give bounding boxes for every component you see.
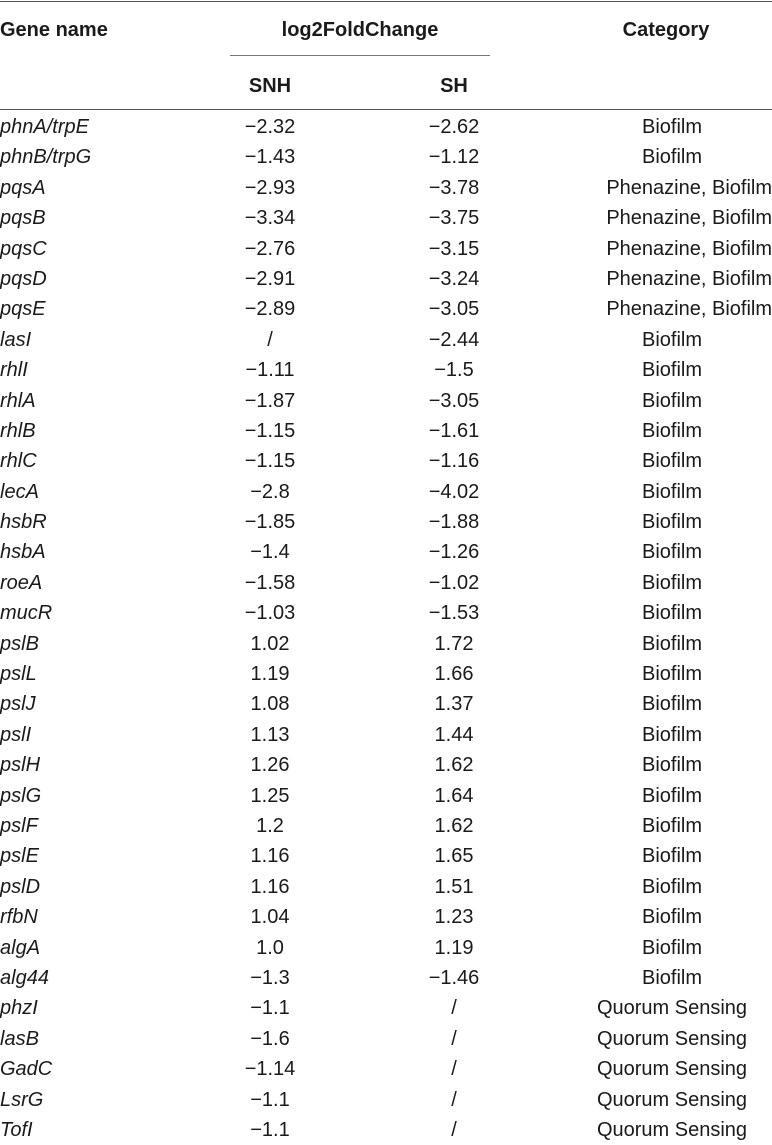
cell-sh: 1.64 bbox=[434, 784, 474, 807]
cell-sh: / bbox=[451, 1118, 457, 1141]
cell-gene-name: pslE bbox=[0, 845, 39, 868]
cell-category: Phenazine, Biofilm bbox=[606, 237, 772, 260]
cell-snh: 1.2 bbox=[256, 814, 284, 837]
cell-snh: −2.8 bbox=[250, 480, 290, 503]
cell-category: Biofilm bbox=[641, 784, 702, 807]
cell-gene-name: rhlA bbox=[0, 389, 36, 412]
cell-gene-name: rhlI bbox=[0, 359, 28, 382]
cell-sh: −4.02 bbox=[428, 480, 480, 503]
cell-gene-name: algA bbox=[0, 936, 41, 959]
cell-gene-name: lasI bbox=[0, 328, 32, 351]
cell-category: Phenazine, Biofilm bbox=[606, 176, 772, 199]
cell-snh: 1.0 bbox=[256, 936, 284, 959]
table-row bbox=[0, 933, 772, 963]
cell-snh: −1.43 bbox=[244, 146, 296, 169]
cell-sh: 1.72 bbox=[434, 632, 474, 655]
cell-snh: −1.11 bbox=[245, 359, 295, 382]
table-row bbox=[0, 1024, 772, 1054]
table-row bbox=[0, 173, 772, 203]
table-row bbox=[0, 386, 772, 416]
cell-category: Biofilm bbox=[641, 511, 702, 534]
cell-sh: −1.16 bbox=[428, 450, 480, 473]
cell-snh: −1.1 bbox=[250, 1088, 290, 1111]
cell-category: Biofilm bbox=[641, 116, 702, 138]
cell-snh: −2.76 bbox=[244, 237, 296, 260]
cell-sh: −1.88 bbox=[428, 511, 480, 534]
cell-gene-name: rhlC bbox=[0, 450, 37, 473]
cell-snh: −3.34 bbox=[244, 207, 296, 230]
table-row bbox=[0, 963, 772, 993]
cell-gene-name: lecA bbox=[0, 480, 39, 503]
cell-sh: 1.44 bbox=[434, 723, 474, 746]
cell-sh: −3.78 bbox=[428, 176, 480, 199]
cell-snh: −2.32 bbox=[244, 116, 296, 138]
table-row bbox=[0, 537, 772, 567]
cell-gene-name: rfbN bbox=[0, 906, 38, 929]
table-header-rule bbox=[0, 109, 772, 110]
cell-snh: −2.89 bbox=[244, 298, 296, 321]
cell-snh: −1.15 bbox=[244, 419, 296, 442]
cell-category: Biofilm bbox=[641, 328, 702, 351]
table-row bbox=[0, 325, 772, 355]
cell-gene-name: pslD bbox=[0, 875, 41, 898]
cell-snh: −2.93 bbox=[244, 176, 296, 199]
cell-category: Quorum Sensing bbox=[596, 1118, 748, 1141]
cell-gene-name: lasB bbox=[0, 1027, 39, 1050]
cell-category: Biofilm bbox=[641, 480, 702, 503]
cell-category: Biofilm bbox=[641, 541, 702, 564]
cell-category: Biofilm bbox=[641, 450, 702, 473]
cell-snh: −1.87 bbox=[244, 389, 296, 412]
cell-gene-name: LsrG bbox=[0, 1088, 44, 1111]
cell-category: Biofilm bbox=[641, 663, 702, 686]
cell-snh: / bbox=[267, 328, 273, 351]
cell-gene-name: phzI bbox=[0, 997, 38, 1020]
cell-sh: / bbox=[451, 1027, 457, 1050]
cell-sh: −3.75 bbox=[428, 207, 480, 230]
cell-gene-name: phnB/trpG bbox=[0, 146, 92, 169]
cell-category: Quorum Sensing bbox=[596, 1058, 748, 1081]
cell-sh: −3.15 bbox=[428, 237, 480, 260]
table-row bbox=[0, 568, 772, 598]
cell-sh: −2.44 bbox=[428, 328, 480, 351]
cell-category: Biofilm bbox=[641, 693, 702, 716]
table-row bbox=[0, 781, 772, 811]
table-top-rule bbox=[0, 1, 772, 2]
table-row bbox=[0, 142, 772, 172]
cell-category: Biofilm bbox=[641, 845, 702, 868]
cell-category: Biofilm bbox=[641, 936, 702, 959]
cell-sh: / bbox=[451, 1058, 457, 1081]
cell-snh: −2.91 bbox=[244, 267, 296, 290]
cell-snh: −1.85 bbox=[244, 511, 296, 534]
cell-gene-name: alg44 bbox=[0, 966, 49, 989]
cell-sh: −2.62 bbox=[428, 116, 480, 138]
cell-category: Quorum Sensing bbox=[596, 1027, 748, 1050]
cell-sh: 1.23 bbox=[434, 906, 474, 929]
cell-snh: −1.58 bbox=[244, 571, 296, 594]
cell-gene-name: pslG bbox=[0, 784, 42, 807]
table-row bbox=[0, 355, 772, 385]
cell-snh: 1.25 bbox=[250, 784, 290, 807]
cell-snh: 1.02 bbox=[250, 632, 290, 655]
cell-gene-name: TofI bbox=[0, 1118, 33, 1141]
cell-gene-name: mucR bbox=[0, 602, 53, 625]
cell-sh: −1.61 bbox=[428, 419, 480, 442]
cell-category: Quorum Sensing bbox=[596, 997, 748, 1020]
cell-gene-name: roeA bbox=[0, 571, 43, 594]
cell-sh: −1.02 bbox=[428, 571, 480, 594]
header-sh: SH bbox=[440, 75, 468, 97]
cell-snh: 1.26 bbox=[250, 754, 290, 777]
cell-gene-name: pslH bbox=[0, 754, 41, 777]
cell-gene-name: GadC bbox=[0, 1058, 53, 1081]
cell-category: Biofilm bbox=[641, 632, 702, 655]
cell-sh: / bbox=[451, 1088, 457, 1111]
cell-snh: 1.08 bbox=[250, 693, 290, 716]
cell-category: Biofilm bbox=[641, 419, 702, 442]
cell-gene-name: pslI bbox=[0, 723, 32, 746]
table-row bbox=[0, 750, 772, 780]
cell-gene-name: pslL bbox=[0, 663, 37, 686]
table-row bbox=[0, 689, 772, 719]
cell-category: Quorum Sensing bbox=[596, 1088, 748, 1111]
cell-sh: −3.05 bbox=[428, 389, 480, 412]
table-row bbox=[0, 234, 772, 264]
table-row bbox=[0, 659, 772, 689]
cell-gene-name: pslF bbox=[0, 814, 38, 837]
cell-category: Biofilm bbox=[641, 754, 702, 777]
cell-snh: −1.1 bbox=[250, 1118, 290, 1141]
table-row bbox=[0, 720, 772, 750]
cell-snh: −1.4 bbox=[250, 541, 290, 564]
cell-sh: 1.62 bbox=[434, 814, 474, 837]
cell-sh: 1.62 bbox=[434, 754, 474, 777]
table-row bbox=[0, 477, 772, 507]
cell-snh: 1.19 bbox=[250, 663, 290, 686]
table-row bbox=[0, 1115, 772, 1145]
cell-gene-name: pqsC bbox=[0, 237, 47, 260]
cell-category: Biofilm bbox=[641, 146, 702, 169]
cell-category: Biofilm bbox=[641, 359, 702, 382]
cell-gene-name: hsbR bbox=[0, 511, 47, 534]
header-spanner-rule bbox=[230, 55, 490, 56]
cell-gene-name: hsbA bbox=[0, 541, 46, 564]
header-category: Category bbox=[622, 19, 710, 41]
cell-sh: −1.5 bbox=[434, 359, 474, 382]
cell-snh: −1.3 bbox=[250, 966, 290, 989]
table-row bbox=[0, 993, 772, 1023]
table-row bbox=[0, 1054, 772, 1084]
cell-category: Phenazine, Biofilm bbox=[606, 267, 772, 290]
table-row bbox=[0, 294, 772, 324]
cell-category: Biofilm bbox=[641, 571, 702, 594]
table-row bbox=[0, 841, 772, 871]
table-row bbox=[0, 507, 772, 537]
cell-sh: 1.66 bbox=[434, 663, 474, 686]
cell-snh: 1.13 bbox=[250, 723, 290, 746]
table-row bbox=[0, 416, 772, 446]
table-row bbox=[0, 264, 772, 294]
cell-snh: 1.16 bbox=[250, 845, 290, 868]
cell-gene-name: rhlB bbox=[0, 419, 36, 442]
cell-category: Biofilm bbox=[641, 814, 702, 837]
cell-category: Biofilm bbox=[641, 906, 702, 929]
header-snh: SNH bbox=[248, 75, 292, 97]
cell-sh: −1.53 bbox=[428, 602, 480, 625]
cell-category: Biofilm bbox=[641, 602, 702, 625]
table-row bbox=[0, 203, 772, 233]
cell-gene-name: pslJ bbox=[0, 693, 36, 716]
cell-sh: / bbox=[451, 997, 457, 1020]
cell-sh: −3.05 bbox=[428, 298, 480, 321]
cell-sh: −1.46 bbox=[428, 966, 480, 989]
cell-snh: −1.6 bbox=[250, 1027, 290, 1050]
cell-sh: −3.24 bbox=[428, 267, 480, 290]
table-row bbox=[0, 902, 772, 932]
cell-category: Biofilm bbox=[641, 875, 702, 898]
header-log2foldchange: log2FoldChange bbox=[281, 19, 439, 41]
cell-sh: 1.19 bbox=[434, 936, 474, 959]
table-row bbox=[0, 598, 772, 628]
cell-snh: 1.16 bbox=[250, 875, 290, 898]
cell-category: Phenazine, Biofilm bbox=[606, 207, 772, 230]
table-row bbox=[0, 811, 772, 841]
cell-sh: −1.12 bbox=[428, 146, 480, 169]
cell-snh: −1.14 bbox=[244, 1058, 296, 1081]
table-row bbox=[0, 446, 772, 476]
cell-gene-name: pqsA bbox=[0, 176, 46, 199]
cell-snh: 1.04 bbox=[250, 906, 290, 929]
cell-gene-name: pqsB bbox=[0, 207, 46, 230]
table-row bbox=[0, 872, 772, 902]
cell-gene-name: phnA/trpE bbox=[0, 116, 89, 138]
cell-sh: 1.65 bbox=[434, 845, 474, 868]
cell-snh: −1.03 bbox=[244, 602, 296, 625]
table-row bbox=[0, 629, 772, 659]
cell-category: Phenazine, Biofilm bbox=[606, 298, 772, 321]
table-row bbox=[0, 112, 772, 142]
header-gene-name: Gene name bbox=[0, 19, 108, 41]
cell-sh: 1.51 bbox=[434, 875, 474, 898]
cell-gene-name: pqsD bbox=[0, 267, 47, 290]
cell-snh: −1.1 bbox=[250, 997, 290, 1020]
cell-category: Biofilm bbox=[641, 723, 702, 746]
cell-gene-name: pqsE bbox=[0, 298, 46, 321]
cell-sh: 1.37 bbox=[434, 693, 474, 716]
table-row bbox=[0, 1085, 772, 1115]
cell-gene-name: pslB bbox=[0, 632, 39, 655]
cell-category: Biofilm bbox=[641, 966, 702, 989]
cell-snh: −1.15 bbox=[244, 450, 296, 473]
cell-category: Biofilm bbox=[641, 389, 702, 412]
table-body bbox=[0, 112, 772, 1145]
cell-sh: −1.26 bbox=[428, 541, 480, 564]
